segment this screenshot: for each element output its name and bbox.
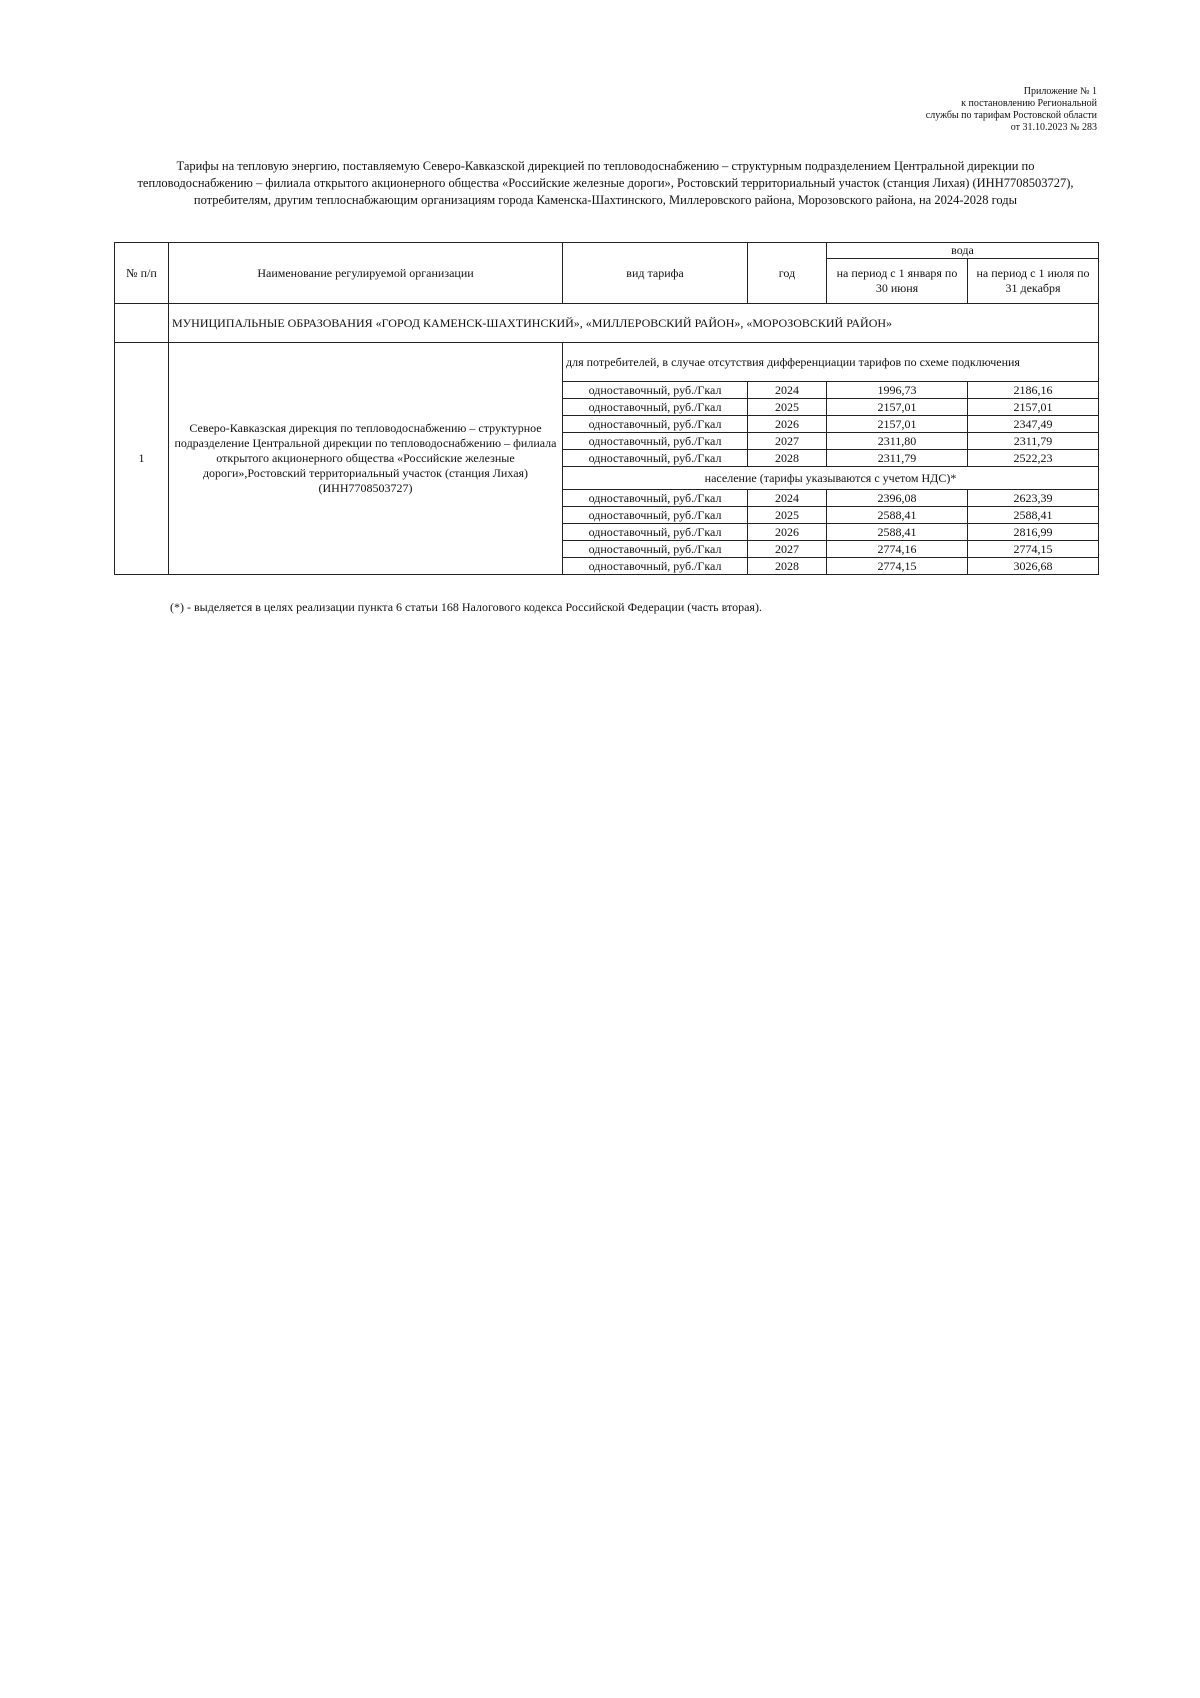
appendix-line-1: Приложение № 1 (1023, 86, 1097, 97)
year-cell: 2024 (748, 382, 827, 399)
footnote: (*) - выделяется в целях реализации пункта 6 статьи 168 Налогового кодекса Российской Федерации (часть вторая). (170, 600, 762, 614)
year-cell: 2026 (748, 416, 827, 433)
period1-value: 2157,01 (827, 416, 968, 433)
year-cell: 2028 (748, 558, 827, 575)
year-cell: 2025 (748, 399, 827, 416)
header-water: вода (827, 243, 1099, 259)
year-cell: 2027 (748, 433, 827, 450)
section-label-population: население (тарифы указываются с учетом НДС)* (563, 467, 1099, 490)
header-org: Наименование регулируемой организации (169, 243, 563, 304)
period1-value: 2588,41 (827, 507, 968, 524)
period2-value: 2774,15 (968, 541, 1099, 558)
period1-value: 2396,08 (827, 490, 968, 507)
appendix-line-3: службы по тарифам Ростовской области (925, 110, 1097, 121)
region-name: МУНИЦИПАЛЬНЫЕ ОБРАЗОВАНИЯ «ГОРОД КАМЕНСК-ШАХТИНСКИЙ», «МИЛЛЕРОВСКИЙ РАЙОН», «МОРОЗОВСКИЙ РАЙОН» (169, 304, 1099, 343)
year-cell: 2028 (748, 450, 827, 467)
year-cell: 2026 (748, 524, 827, 541)
tariff-type-cell: одноставочный, руб./Гкал (563, 433, 748, 450)
tariff-type-cell: одноставочный, руб./Гкал (563, 524, 748, 541)
tariff-type-cell: одноставочный, руб./Гкал (563, 507, 748, 524)
region-num-cell (115, 304, 169, 343)
period2-value: 2186,16 (968, 382, 1099, 399)
tariff-type-cell: одноставочный, руб./Гкал (563, 490, 748, 507)
year-cell: 2024 (748, 490, 827, 507)
appendix-line-2: к постановлению Региональной (961, 98, 1097, 109)
period2-value: 2522,23 (968, 450, 1099, 467)
tariff-type-cell: одноставочный, руб./Гкал (563, 541, 748, 558)
year-cell: 2025 (748, 507, 827, 524)
period1-value: 2311,80 (827, 433, 968, 450)
section-label-consumers: для потребителей, в случае отсутствия дифференциации тарифов по схеме подключения (563, 343, 1099, 382)
period1-value: 2311,79 (827, 450, 968, 467)
header-tariff-type: вид тарифа (563, 243, 748, 304)
period2-value: 2623,39 (968, 490, 1099, 507)
tariff-table (114, 242, 1099, 575)
year-cell: 2027 (748, 541, 827, 558)
period2-value: 2157,01 (968, 399, 1099, 416)
period1-value: 2588,41 (827, 524, 968, 541)
period1-value: 2157,01 (827, 399, 968, 416)
header-num: № п/п (115, 243, 169, 304)
period2-value: 2816,99 (968, 524, 1099, 541)
document-title: Тарифы на тепловую энергию, поставляемую Северо-Кавказской дирекцией по тепловодоснабжению – структурным подразделением Центральной дирекции по тепловодоснабжению – филиала открытого акционерного общества «Российские железные дороги», Ростовский территориальный участок (станция Лихая) (ИНН7708503727), потребителям, другим теплоснабжающим организациям города Каменска-Шахтинского, Миллеровского района, Морозовского района, на 2024-2028 годы (137, 159, 1074, 207)
period2-value: 3026,68 (968, 558, 1099, 575)
header-period-2: на период с 1 июля по 31 декабря (968, 259, 1099, 304)
tariff-type-cell: одноставочный, руб./Гкал (563, 399, 748, 416)
appendix-line-4: от 31.10.2023 № 283 (1010, 122, 1097, 133)
tariff-type-cell: одноставочный, руб./Гкал (563, 450, 748, 467)
appendix-note (926, 86, 1097, 134)
period1-value: 1996,73 (827, 382, 968, 399)
period2-value: 2347,49 (968, 416, 1099, 433)
tariff-type-cell: одноставочный, руб./Гкал (563, 558, 748, 575)
period1-value: 2774,16 (827, 541, 968, 558)
header-period-1: на период с 1 января по 30 июня (827, 259, 968, 304)
header-year: год (748, 243, 827, 304)
period2-value: 2311,79 (968, 433, 1099, 450)
period1-value: 2774,15 (827, 558, 968, 575)
tariff-type-cell: одноставочный, руб./Гкал (563, 416, 748, 433)
period2-value: 2588,41 (968, 507, 1099, 524)
organization-name: Северо-Кавказская дирекция по тепловодоснабжению – структурное подразделение Центральной дирекции по тепловодоснабжению – филиала открытого акционерного общества «Российские железные дороги»,Ростовский территориальный участок (станция Лихая) (ИНН7708503727) (169, 343, 563, 575)
row-number: 1 (115, 343, 169, 575)
tariff-type-cell: одноставочный, руб./Гкал (563, 382, 748, 399)
